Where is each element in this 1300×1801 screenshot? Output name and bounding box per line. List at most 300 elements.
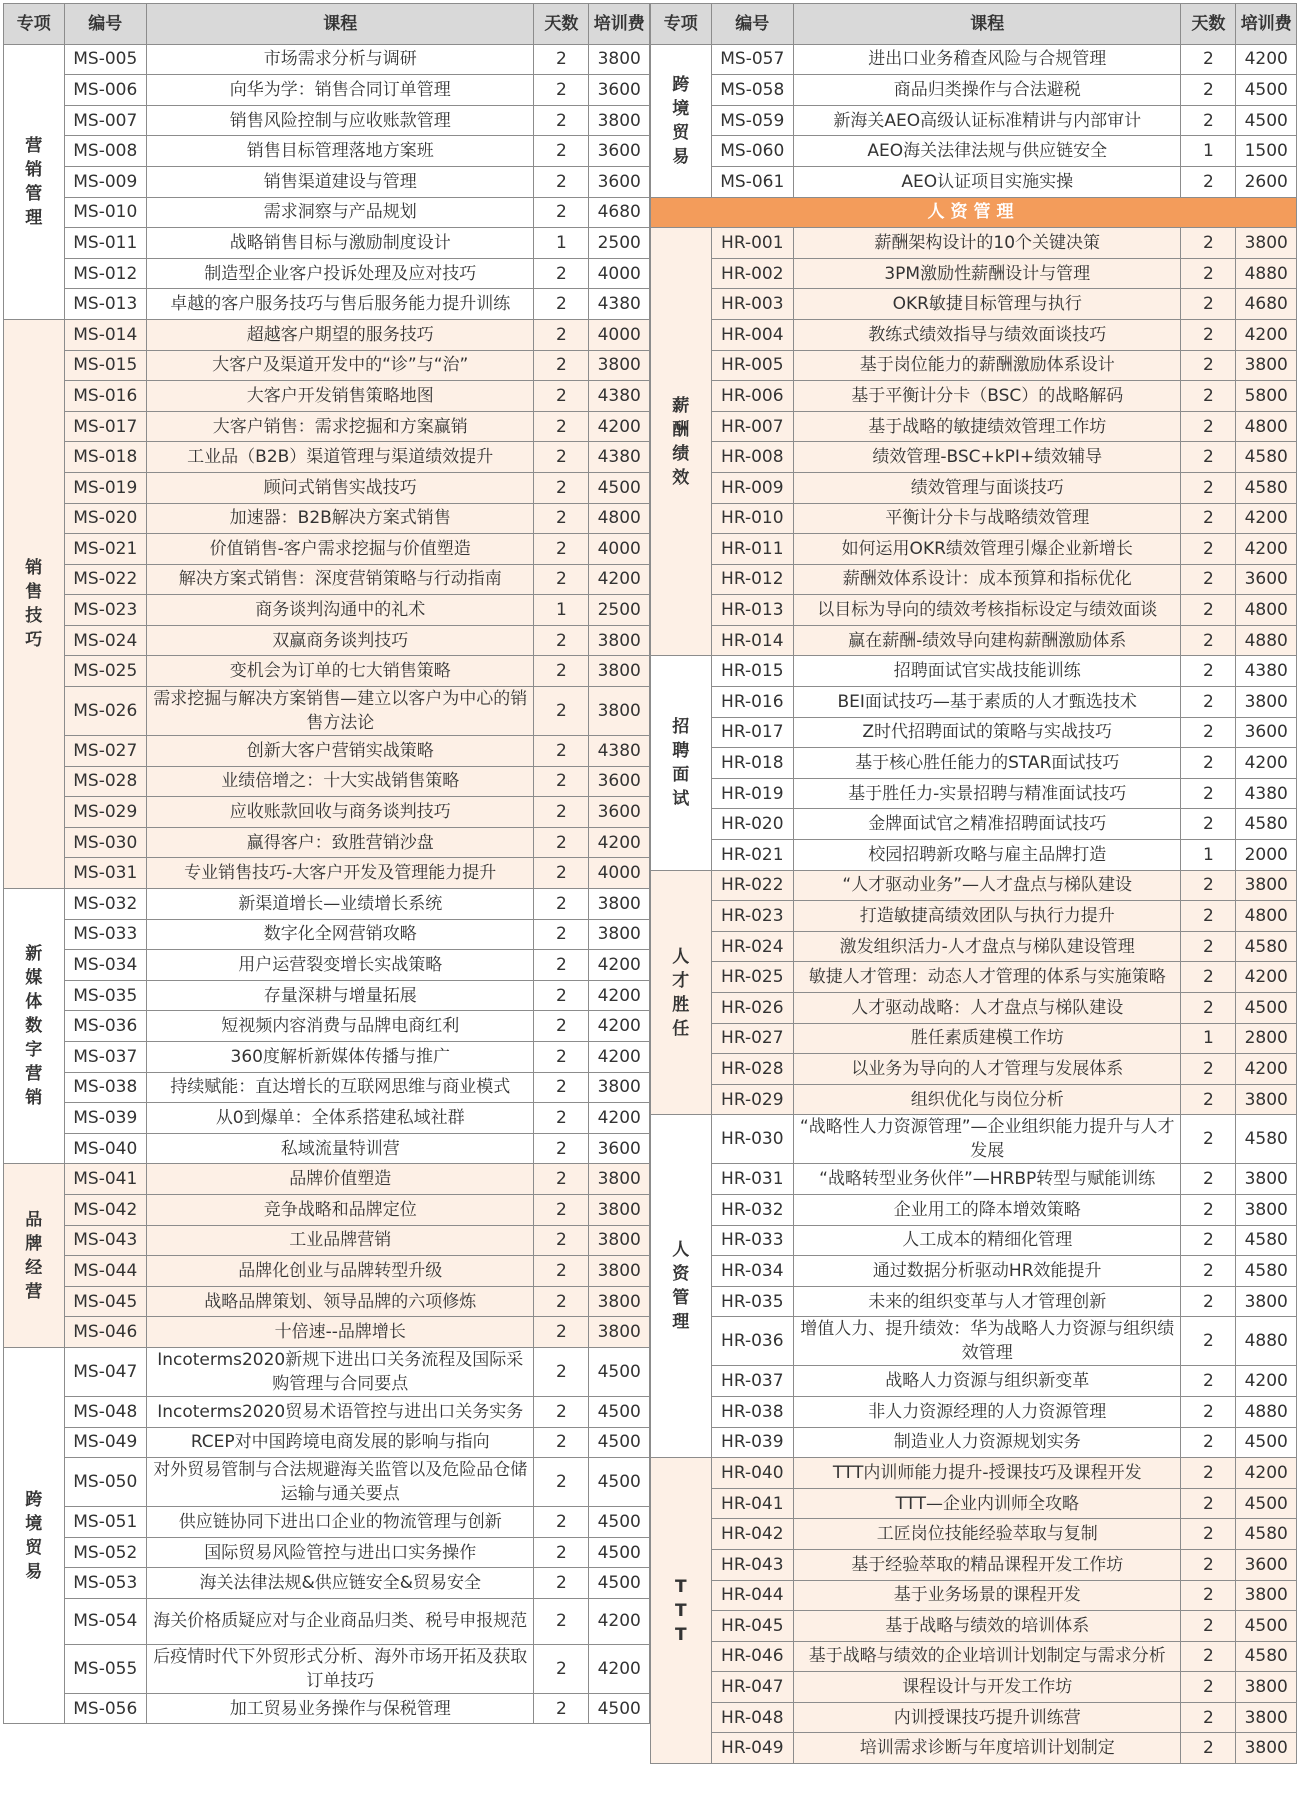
specialty-label: 人资管理	[672, 1240, 690, 1333]
course-fee: 4500	[589, 1568, 650, 1599]
course-code: HR-025	[711, 962, 794, 993]
course-name: 顾问式销售实战技巧	[147, 472, 534, 503]
table-row	[4, 980, 650, 1011]
course-code: HR-003	[711, 289, 794, 320]
course-days: 2	[1181, 717, 1236, 748]
specialty-label: 销售技巧	[25, 557, 43, 650]
course-name: 教练式绩效指导与绩效面谈技巧	[794, 319, 1181, 350]
course-code: MS-057	[711, 44, 794, 75]
course-days: 2	[1181, 1641, 1236, 1672]
course-days: 1	[1181, 136, 1236, 167]
course-name: 短视频内容消费与品牌电商红利	[147, 1011, 534, 1042]
course-code: MS-033	[64, 919, 147, 950]
course-days: 2	[534, 44, 589, 75]
course-fee: 4680	[589, 197, 650, 228]
course-fee: 3800	[589, 1225, 650, 1256]
table-row	[651, 228, 1297, 259]
course-days: 2	[1181, 931, 1236, 962]
course-name: 敏捷人才管理：动态人才管理的体系与实施策略	[794, 962, 1181, 993]
header-days: 天数	[1181, 4, 1236, 45]
course-code: HR-031	[711, 1164, 794, 1195]
course-code: HR-045	[711, 1611, 794, 1642]
course-days: 2	[534, 136, 589, 167]
course-name: 制造型企业客户投诉处理及应对技巧	[147, 258, 534, 289]
course-name: 激发组织活力-人才盘点与梯队建设管理	[794, 931, 1181, 962]
course-days: 2	[534, 442, 589, 473]
table-row	[651, 166, 1297, 197]
course-name: TTT—企业内训师全攻略	[794, 1488, 1181, 1519]
course-code: HR-015	[711, 656, 794, 687]
course-fee: 3800	[1236, 1164, 1297, 1195]
course-name: 360度解析新媒体传播与推广	[147, 1042, 534, 1073]
course-code: MS-053	[64, 1568, 147, 1599]
course-name: 海关法律法规&供应链安全&贸易安全	[147, 1568, 534, 1599]
course-days: 2	[534, 503, 589, 534]
course-code: HR-046	[711, 1641, 794, 1672]
course-code: MS-014	[64, 319, 147, 350]
course-fee: 3800	[1236, 1733, 1297, 1764]
course-code: HR-020	[711, 809, 794, 840]
specialty-label: TTT	[674, 1576, 687, 1645]
course-fee: 4500	[589, 1693, 650, 1724]
course-code: HR-041	[711, 1488, 794, 1519]
course-days: 2	[534, 1286, 589, 1317]
course-days: 2	[534, 858, 589, 889]
course-days: 2	[534, 687, 589, 736]
table-row	[4, 1598, 650, 1644]
course-name: 基于岗位能力的薪酬激励体系设计	[794, 350, 1181, 381]
course-name: 进出口业务稽查风险与合规管理	[794, 44, 1181, 75]
course-name: 价值销售-客户需求挖掘与价值塑造	[147, 534, 534, 565]
course-name: 基于业务场景的课程开发	[794, 1580, 1181, 1611]
course-days: 2	[534, 197, 589, 228]
table-row	[651, 1084, 1297, 1115]
course-fee: 4500	[589, 1537, 650, 1568]
specialty-cell	[4, 44, 65, 319]
table-row	[4, 1225, 650, 1256]
specialty-label: 营销管理	[25, 135, 43, 228]
course-fee: 4200	[1236, 1458, 1297, 1489]
course-code: HR-028	[711, 1054, 794, 1085]
table-row	[651, 1458, 1297, 1489]
course-code: HR-011	[711, 534, 794, 565]
table-row	[651, 1164, 1297, 1195]
course-name: 大客户及渠道开发中的“诊”与“治”	[147, 350, 534, 381]
table-row	[4, 1507, 650, 1538]
course-fee: 4800	[1236, 901, 1297, 932]
course-name: AEO海关法律法规与供应链安全	[794, 136, 1181, 167]
course-fee: 3800	[589, 1286, 650, 1317]
course-code: MS-013	[64, 289, 147, 320]
table-row	[651, 1672, 1297, 1703]
course-code: HR-048	[711, 1702, 794, 1733]
course-days: 2	[1181, 1549, 1236, 1580]
table-row	[651, 1023, 1297, 1054]
course-days: 2	[1181, 44, 1236, 75]
course-code: MS-023	[64, 595, 147, 626]
course-fee: 3800	[1236, 1580, 1297, 1611]
course-name: 新渠道增长—业绩增长系统	[147, 889, 534, 920]
table-row	[4, 472, 650, 503]
course-code: MS-031	[64, 858, 147, 889]
specialty-cell	[651, 1458, 712, 1764]
course-fee: 4680	[1236, 289, 1297, 320]
course-days: 2	[1181, 1672, 1236, 1703]
course-days: 2	[1181, 1115, 1236, 1164]
course-name: 战略销售目标与激励制度设计	[147, 228, 534, 259]
course-name: 数字化全网营销攻略	[147, 919, 534, 950]
course-days: 2	[534, 797, 589, 828]
course-days: 2	[1181, 166, 1236, 197]
course-code: MS-024	[64, 625, 147, 656]
course-fee: 2800	[1236, 1023, 1297, 1054]
course-fee: 5800	[1236, 381, 1297, 412]
course-name: 业绩倍增之：十大实战销售策略	[147, 766, 534, 797]
specialty-cell	[651, 656, 712, 870]
course-days: 2	[534, 1507, 589, 1538]
table-row	[4, 595, 650, 626]
course-name: 后疫情时代下外贸形式分析、海外市场开拓及获取订单技巧	[147, 1644, 534, 1693]
course-fee: 4580	[1236, 809, 1297, 840]
specialty-label: 跨境贸易	[672, 74, 690, 167]
course-fee: 4880	[1236, 1317, 1297, 1366]
course-fee: 4500	[589, 1507, 650, 1538]
course-code: HR-014	[711, 625, 794, 656]
section-banner: 人资管理	[651, 197, 1297, 228]
course-days: 2	[534, 1164, 589, 1195]
course-fee: 4200	[589, 1042, 650, 1073]
course-days: 2	[534, 827, 589, 858]
table-row	[651, 319, 1297, 350]
table-row	[4, 105, 650, 136]
course-code: HR-032	[711, 1194, 794, 1225]
table-row	[4, 289, 650, 320]
course-name: 私域流量特训营	[147, 1133, 534, 1164]
course-code: MS-044	[64, 1256, 147, 1287]
course-name: 存量深耕与增量拓展	[147, 980, 534, 1011]
table-row	[4, 1317, 650, 1348]
course-name: 企业用工的降本增效策略	[794, 1194, 1181, 1225]
table-row	[651, 931, 1297, 962]
course-days: 2	[534, 980, 589, 1011]
course-code: MS-046	[64, 1317, 147, 1348]
course-code: MS-052	[64, 1537, 147, 1568]
table-row	[4, 1568, 650, 1599]
course-code: HR-029	[711, 1084, 794, 1115]
course-fee: 3600	[589, 766, 650, 797]
table-row	[651, 656, 1297, 687]
course-fee: 1500	[1236, 136, 1297, 167]
course-code: MS-060	[711, 136, 794, 167]
course-days: 2	[1181, 1580, 1236, 1611]
table-row	[651, 870, 1297, 901]
course-days: 2	[1181, 1458, 1236, 1489]
course-name: 竞争战略和品牌定位	[147, 1194, 534, 1225]
course-days: 2	[534, 736, 589, 767]
course-days: 2	[534, 1225, 589, 1256]
table-row	[4, 625, 650, 656]
course-code: HR-018	[711, 748, 794, 779]
table-row	[651, 136, 1297, 167]
course-name: 加工贸易业务操作与保税管理	[147, 1693, 534, 1724]
table-row	[651, 1549, 1297, 1580]
course-fee: 4580	[1236, 1519, 1297, 1550]
course-fee: 4380	[589, 736, 650, 767]
course-fee: 3800	[1236, 1286, 1297, 1317]
course-days: 2	[534, 1537, 589, 1568]
course-code: MS-040	[64, 1133, 147, 1164]
table-row	[651, 381, 1297, 412]
course-code: HR-040	[711, 1458, 794, 1489]
table-row	[4, 1164, 650, 1195]
course-fee: 3800	[1236, 1702, 1297, 1733]
course-days: 2	[1181, 350, 1236, 381]
table-row	[4, 197, 650, 228]
course-code: MS-034	[64, 950, 147, 981]
course-code: MS-035	[64, 980, 147, 1011]
header-row	[651, 4, 1297, 45]
course-code: MS-027	[64, 736, 147, 767]
course-code: HR-023	[711, 901, 794, 932]
course-code: MS-036	[64, 1011, 147, 1042]
course-fee: 3800	[589, 105, 650, 136]
table-row	[651, 1488, 1297, 1519]
course-code: HR-021	[711, 840, 794, 871]
specialty-cell	[651, 44, 712, 197]
table-row	[651, 1317, 1297, 1366]
table-row	[651, 809, 1297, 840]
course-name: OKR敏捷目标管理与执行	[794, 289, 1181, 320]
right-course-table	[650, 3, 1297, 1764]
course-name: 解决方案式销售：深度营销策略与行动指南	[147, 564, 534, 595]
table-row	[4, 350, 650, 381]
course-days: 2	[534, 381, 589, 412]
course-code: HR-039	[711, 1427, 794, 1458]
course-fee: 3600	[1236, 1549, 1297, 1580]
course-fee: 4580	[1236, 1115, 1297, 1164]
course-fee: 4200	[1236, 962, 1297, 993]
course-fee: 4580	[1236, 1225, 1297, 1256]
course-fee: 4200	[589, 950, 650, 981]
table-row	[4, 136, 650, 167]
course-code: MS-039	[64, 1103, 147, 1134]
course-fee: 4200	[1236, 1054, 1297, 1085]
course-fee: 3800	[589, 1256, 650, 1287]
table-row	[4, 858, 650, 889]
table-row	[4, 1347, 650, 1396]
course-fee: 4200	[1236, 319, 1297, 350]
course-name: 销售目标管理落地方案班	[147, 136, 534, 167]
course-name: 从0到爆单：全体系搭建私域社群	[147, 1103, 534, 1134]
course-name: 赢得客户：致胜营销沙盘	[147, 827, 534, 858]
specialty-cell	[4, 1164, 65, 1348]
table-row	[4, 228, 650, 259]
table-row	[4, 1396, 650, 1427]
course-fee: 4500	[1236, 1427, 1297, 1458]
course-fee: 3800	[1236, 350, 1297, 381]
course-fee: 4580	[1236, 1256, 1297, 1287]
course-name: 向华为学：销售合同订单管理	[147, 75, 534, 106]
course-days: 2	[1181, 1286, 1236, 1317]
course-name: 金牌面试官之精准招聘面试技巧	[794, 809, 1181, 840]
course-days: 2	[1181, 1054, 1236, 1085]
course-code: HR-043	[711, 1549, 794, 1580]
course-days: 2	[534, 1396, 589, 1427]
course-name: 如何运用OKR绩效管理引爆企业新增长	[794, 534, 1181, 565]
course-days: 2	[1181, 319, 1236, 350]
course-fee: 4800	[1236, 411, 1297, 442]
course-name: 需求洞察与产品规划	[147, 197, 534, 228]
course-fee: 4500	[1236, 993, 1297, 1024]
course-days: 2	[534, 1194, 589, 1225]
course-code: MS-051	[64, 1507, 147, 1538]
course-name: 未来的组织变革与人才管理创新	[794, 1286, 1181, 1317]
course-name: Incoterms2020贸易术语管控与进出口关务实务	[147, 1396, 534, 1427]
course-fee: 4580	[1236, 931, 1297, 962]
course-days: 2	[1181, 1611, 1236, 1642]
course-fee: 4000	[589, 534, 650, 565]
course-fee: 4500	[589, 472, 650, 503]
course-code: MS-043	[64, 1225, 147, 1256]
course-code: MS-056	[64, 1693, 147, 1724]
course-days: 2	[1181, 1733, 1236, 1764]
course-code: HR-044	[711, 1580, 794, 1611]
course-days: 1	[534, 595, 589, 626]
course-days: 1	[1181, 1023, 1236, 1054]
course-fee: 3600	[1236, 717, 1297, 748]
table-row	[651, 75, 1297, 106]
course-name: 战略人力资源与组织新变革	[794, 1366, 1181, 1397]
course-days: 2	[534, 919, 589, 950]
course-code: HR-034	[711, 1256, 794, 1287]
table-row	[651, 1115, 1297, 1164]
course-code: MS-019	[64, 472, 147, 503]
course-code: HR-038	[711, 1396, 794, 1427]
course-days: 2	[1181, 503, 1236, 534]
course-name: 卓越的客户服务技巧与售后服务能力提升训练	[147, 289, 534, 320]
course-fee: 4200	[589, 1644, 650, 1693]
course-name: 供应链协同下进出口企业的物流管理与创新	[147, 1507, 534, 1538]
course-code: MS-047	[64, 1347, 147, 1396]
course-code: MS-042	[64, 1194, 147, 1225]
course-code: MS-016	[64, 381, 147, 412]
course-days: 2	[1181, 993, 1236, 1024]
course-code: MS-021	[64, 534, 147, 565]
course-fee: 4500	[1236, 105, 1297, 136]
course-name: 应收账款回收与商务谈判技巧	[147, 797, 534, 828]
course-name: 培训需求诊断与年度培训计划制定	[794, 1733, 1181, 1764]
course-fee: 4500	[1236, 1611, 1297, 1642]
course-code: HR-016	[711, 687, 794, 718]
course-days: 2	[1181, 564, 1236, 595]
course-days: 2	[534, 166, 589, 197]
table-row	[4, 1103, 650, 1134]
table-row	[651, 901, 1297, 932]
course-fee: 4800	[1236, 595, 1297, 626]
course-code: MS-061	[711, 166, 794, 197]
table-row	[4, 1427, 650, 1458]
course-fee: 4380	[589, 442, 650, 473]
course-days: 2	[534, 766, 589, 797]
course-name: 品牌价值塑造	[147, 1164, 534, 1195]
table-row	[651, 840, 1297, 871]
course-days: 2	[1181, 472, 1236, 503]
course-code: MS-041	[64, 1164, 147, 1195]
course-name: 招聘面试官实战技能训练	[794, 656, 1181, 687]
course-days: 2	[1181, 595, 1236, 626]
specialty-label: 跨境贸易	[25, 1489, 43, 1582]
course-days: 2	[1181, 962, 1236, 993]
course-name: 商品归类操作与合法避税	[794, 75, 1181, 106]
course-name: 销售风险控制与应收账款管理	[147, 105, 534, 136]
course-name: 以目标为导向的绩效考核指标设定与绩效面谈	[794, 595, 1181, 626]
header-specialty: 专项	[651, 4, 712, 45]
course-name: 制造业人力资源规划实务	[794, 1427, 1181, 1458]
course-fee: 4200	[589, 411, 650, 442]
course-fee: 3800	[589, 1072, 650, 1103]
header-code: 编号	[64, 4, 147, 45]
table-row	[651, 1225, 1297, 1256]
course-days: 2	[534, 105, 589, 136]
table-row	[651, 1427, 1297, 1458]
course-fee: 3800	[589, 625, 650, 656]
course-fee: 3800	[1236, 1672, 1297, 1703]
course-fee: 4880	[1236, 258, 1297, 289]
course-fee: 4000	[589, 319, 650, 350]
course-fee: 4500	[1236, 1488, 1297, 1519]
course-name: 用户运营裂变增长实战策略	[147, 950, 534, 981]
course-days: 2	[1181, 1317, 1236, 1366]
course-code: MS-030	[64, 827, 147, 858]
specialty-cell	[651, 870, 712, 1115]
course-fee: 2500	[589, 595, 650, 626]
course-fee: 4000	[589, 858, 650, 889]
course-fee: 4200	[589, 827, 650, 858]
course-days: 1	[534, 228, 589, 259]
course-fee: 4200	[1236, 748, 1297, 779]
course-days: 2	[534, 1598, 589, 1644]
course-code: HR-006	[711, 381, 794, 412]
course-code: MS-050	[64, 1458, 147, 1507]
course-name: 基于胜任力-实景招聘与精准面试技巧	[794, 778, 1181, 809]
course-code: MS-025	[64, 656, 147, 687]
course-fee: 3800	[589, 1194, 650, 1225]
course-fee: 4380	[1236, 656, 1297, 687]
course-fee: 3800	[1236, 1084, 1297, 1115]
course-days: 2	[1181, 258, 1236, 289]
table-row	[4, 766, 650, 797]
course-fee: 4500	[1236, 75, 1297, 106]
course-days: 2	[534, 1644, 589, 1693]
course-name: 变机会为订单的七大销售策略	[147, 656, 534, 687]
course-code: HR-010	[711, 503, 794, 534]
specialty-label: 新媒体数字营销	[25, 944, 43, 1109]
left-course-table	[3, 3, 650, 1724]
course-name: 内训授课技巧提升训练营	[794, 1702, 1181, 1733]
course-code: MS-032	[64, 889, 147, 920]
course-code: HR-007	[711, 411, 794, 442]
course-code: MS-007	[64, 105, 147, 136]
course-fee: 4200	[1236, 503, 1297, 534]
course-code: MS-028	[64, 766, 147, 797]
table-row	[651, 778, 1297, 809]
course-code: MS-015	[64, 350, 147, 381]
course-name: 商务谈判沟通中的礼术	[147, 595, 534, 626]
course-name: 组织优化与岗位分析	[794, 1084, 1181, 1115]
header-specialty: 专项	[4, 4, 65, 45]
table-row	[4, 534, 650, 565]
course-code: MS-005	[64, 44, 147, 75]
